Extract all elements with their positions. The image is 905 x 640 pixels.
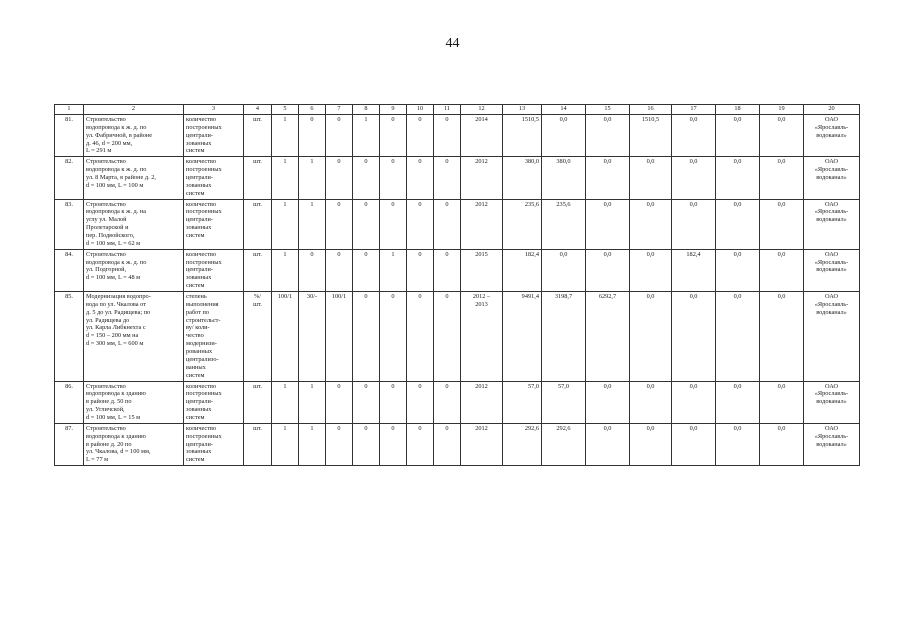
table-cell: 2012 (461, 423, 503, 465)
program-table (54, 104, 860, 466)
table-cell: 0,0 (760, 381, 804, 423)
table-cell: 0,0 (542, 115, 586, 157)
column-header: 3 (184, 105, 244, 115)
table-cell: 1 (353, 115, 380, 157)
table-cell: 0 (326, 157, 353, 199)
table-cell: 0,0 (716, 292, 760, 381)
table-cell: 0,0 (586, 157, 630, 199)
table-cell: шт. (244, 249, 272, 291)
table-cell: 0 (380, 115, 407, 157)
table-cell: 0,0 (716, 199, 760, 249)
table-cell: 30/- (299, 292, 326, 381)
column-header: 17 (672, 105, 716, 115)
table-cell: 2015 (461, 249, 503, 291)
table-cell: 0 (407, 292, 434, 381)
table-cell: 0 (353, 157, 380, 199)
table-cell: 0,0 (672, 423, 716, 465)
table-cell: 0,0 (672, 381, 716, 423)
table-cell: 0 (353, 249, 380, 291)
table-cell: 1 (272, 249, 299, 291)
table-cell: шт. (244, 157, 272, 199)
table-cell: 0,0 (672, 292, 716, 381)
column-header: 7 (326, 105, 353, 115)
table-cell: 0 (434, 199, 461, 249)
column-header: 16 (630, 105, 672, 115)
table-cell: 2012 (461, 381, 503, 423)
table-cell: 57,0 (503, 381, 542, 423)
table-cell: количество построенных централи- зованных систем (184, 157, 244, 199)
table-cell: 1 (272, 115, 299, 157)
table-cell: 1 (380, 249, 407, 291)
table-cell: ОАО «Ярославль- водоканал» (804, 381, 860, 423)
table-cell: Модернизация водопро- вода по ул. Чкалова от д. 5 до ул. Радищева; по ул. Радищева до ул. Карла Либкнехта с d = 150 – 200 мм на d = 300 мм, L = 600 м (84, 292, 184, 381)
table-cell: количество построенных централи- зованных систем (184, 381, 244, 423)
table-cell: %/ шт. (244, 292, 272, 381)
table-cell: 0 (407, 381, 434, 423)
table-cell: 0 (299, 249, 326, 291)
table-cell: 0 (380, 423, 407, 465)
table-cell: 0 (326, 199, 353, 249)
table-cell: 0 (434, 115, 461, 157)
table-cell: Строительство водопровода к ж. д. по ул. Фабричной, в районе д. 46, d = 200 мм, L = 291 м (84, 115, 184, 157)
table-cell: 0,0 (672, 157, 716, 199)
table-cell: 0 (407, 199, 434, 249)
table-cell: количество построенных централи- зованных систем (184, 423, 244, 465)
table-cell: 0,0 (760, 115, 804, 157)
table-cell: 2012 (461, 199, 503, 249)
table-cell: 0,0 (760, 249, 804, 291)
table-cell: 0,0 (760, 423, 804, 465)
table-cell: 84. (55, 249, 84, 291)
table-cell: 100/1 (326, 292, 353, 381)
table-cell: Строительство водопровода к зданию в районе д. 50 по ул. Угличской, d = 100 мм, L = 15 м (84, 381, 184, 423)
table-cell: 0 (434, 423, 461, 465)
table-cell: 292,6 (542, 423, 586, 465)
table-cell: 0,0 (716, 115, 760, 157)
table-cell: 0,0 (716, 157, 760, 199)
table-row (55, 115, 860, 157)
table-cell: 0,0 (716, 423, 760, 465)
table-cell: 87. (55, 423, 84, 465)
column-header: 5 (272, 105, 299, 115)
table-cell: 0,0 (760, 157, 804, 199)
table-row (55, 199, 860, 249)
table-cell: 86. (55, 381, 84, 423)
table-cell: 0,0 (630, 423, 672, 465)
table-cell: 0 (407, 249, 434, 291)
column-header: 13 (503, 105, 542, 115)
table-cell: 0 (407, 115, 434, 157)
table-cell: 0 (380, 157, 407, 199)
table-cell: 0,0 (586, 381, 630, 423)
table-cell: 0,0 (630, 381, 672, 423)
table-cell: 292,6 (503, 423, 542, 465)
table-cell: 0 (326, 249, 353, 291)
table-cell: 1 (272, 157, 299, 199)
table-cell: 0 (353, 292, 380, 381)
table-cell: 0,0 (630, 199, 672, 249)
table-cell: ОАО «Ярославль- водоканал» (804, 157, 860, 199)
column-header: 8 (353, 105, 380, 115)
table-cell: 0,0 (716, 381, 760, 423)
table-row (55, 423, 860, 465)
table-cell: количество построенных централи- зованных систем (184, 249, 244, 291)
table-cell: 1 (299, 157, 326, 199)
table-cell: 0,0 (716, 249, 760, 291)
table-cell: 0 (434, 381, 461, 423)
table-cell: 1 (272, 381, 299, 423)
column-header: 14 (542, 105, 586, 115)
table-cell: 6292,7 (586, 292, 630, 381)
table-cell: 0 (353, 381, 380, 423)
table-cell: 0,0 (760, 199, 804, 249)
table-cell: 0 (326, 115, 353, 157)
table-cell: 0,0 (586, 115, 630, 157)
table-cell: ОАО «Ярославль- водоканал» (804, 423, 860, 465)
table-row (55, 249, 860, 291)
table-cell: 57,0 (542, 381, 586, 423)
table-cell: 0,0 (672, 115, 716, 157)
table-cell: 0 (434, 157, 461, 199)
table-cell: шт. (244, 115, 272, 157)
column-header: 4 (244, 105, 272, 115)
table-cell: 0 (380, 381, 407, 423)
table-cell: 2014 (461, 115, 503, 157)
table-cell: ОАО «Ярославль- водоканал» (804, 199, 860, 249)
column-header: 19 (760, 105, 804, 115)
table-cell: шт. (244, 381, 272, 423)
column-header: 18 (716, 105, 760, 115)
column-header: 20 (804, 105, 860, 115)
table-body (55, 115, 860, 466)
table-cell: Строительство водопровода к зданию в районе д. 20 по ул. Чкалова, d = 100 мм, L = 77 м (84, 423, 184, 465)
table-cell: 1 (299, 199, 326, 249)
column-header: 10 (407, 105, 434, 115)
table-cell: 0,0 (760, 292, 804, 381)
table-cell: 0,0 (672, 199, 716, 249)
table-cell: 0 (434, 249, 461, 291)
header-row (55, 105, 860, 115)
table-cell: 3198,7 (542, 292, 586, 381)
table-cell: 1510,5 (630, 115, 672, 157)
table-cell: 81. (55, 115, 84, 157)
table-cell: 85. (55, 292, 84, 381)
table-cell: 0 (299, 115, 326, 157)
table-cell: 0,0 (586, 199, 630, 249)
table-cell: 1 (272, 199, 299, 249)
table-cell: Строительство водопровода к ж. д. по ул. 8 Марта, в районе д. 2, d = 100 мм, L = 100 м (84, 157, 184, 199)
table-cell: 82. (55, 157, 84, 199)
column-header: 12 (461, 105, 503, 115)
table-cell: 0 (326, 381, 353, 423)
table-cell: 0 (326, 423, 353, 465)
table-row (55, 381, 860, 423)
column-header: 6 (299, 105, 326, 115)
table-cell: 2012 (461, 157, 503, 199)
table-cell: Строительство водопровода к ж. д. на углу ул. Малой Пролетарской и пер. Подвойского, d = 100 мм, L = 62 м (84, 199, 184, 249)
table-cell: 0 (380, 292, 407, 381)
table-cell: количество построенных централи- зованных систем (184, 115, 244, 157)
table-cell: 182,4 (503, 249, 542, 291)
table-row (55, 157, 860, 199)
table-cell: 0,0 (630, 249, 672, 291)
table-cell: количество построенных централи- зованных систем (184, 199, 244, 249)
table-cell: 1510,5 (503, 115, 542, 157)
table-cell: Строительство водопровода к ж. д. по ул. Подгорной, d = 100 мм, L = 48 м (84, 249, 184, 291)
column-header: 1 (55, 105, 84, 115)
table-cell: 182,4 (672, 249, 716, 291)
table-cell: 380,0 (503, 157, 542, 199)
page-number: 44 (445, 36, 460, 51)
table-cell: 1 (299, 423, 326, 465)
table-cell: ОАО «Ярославль- водоканал» (804, 292, 860, 381)
table-cell: 1 (299, 381, 326, 423)
table-cell: 235,6 (503, 199, 542, 249)
table-cell: шт. (244, 199, 272, 249)
table-row (55, 292, 860, 381)
table-cell: 0 (407, 423, 434, 465)
column-header: 2 (84, 105, 184, 115)
table-cell: 100/1 (272, 292, 299, 381)
column-header: 11 (434, 105, 461, 115)
table-cell: 0,0 (586, 249, 630, 291)
table-cell: 83. (55, 199, 84, 249)
table-cell: 0,0 (630, 157, 672, 199)
table-cell: 0,0 (542, 249, 586, 291)
table-cell: 0,0 (586, 423, 630, 465)
table-cell: ОАО «Ярославль- водоканал» (804, 249, 860, 291)
column-header: 15 (586, 105, 630, 115)
table-cell: 0 (434, 292, 461, 381)
table-cell: 0 (353, 423, 380, 465)
table-cell: 2012 – 2013 (461, 292, 503, 381)
table-cell: 0 (407, 157, 434, 199)
column-header: 9 (380, 105, 407, 115)
table-cell: 9491,4 (503, 292, 542, 381)
table-cell: шт. (244, 423, 272, 465)
table-cell: степень выполнения работ по строительст- ву/ коли- чество модернизи- рованных централизо- ванных систем (184, 292, 244, 381)
table-cell: 235,6 (542, 199, 586, 249)
table-cell: 1 (272, 423, 299, 465)
table-cell: 0,0 (630, 292, 672, 381)
table-cell: 380,0 (542, 157, 586, 199)
table-cell: 0 (353, 199, 380, 249)
table-cell: ОАО «Ярославль- водоканал» (804, 115, 860, 157)
table-cell: 0 (380, 199, 407, 249)
